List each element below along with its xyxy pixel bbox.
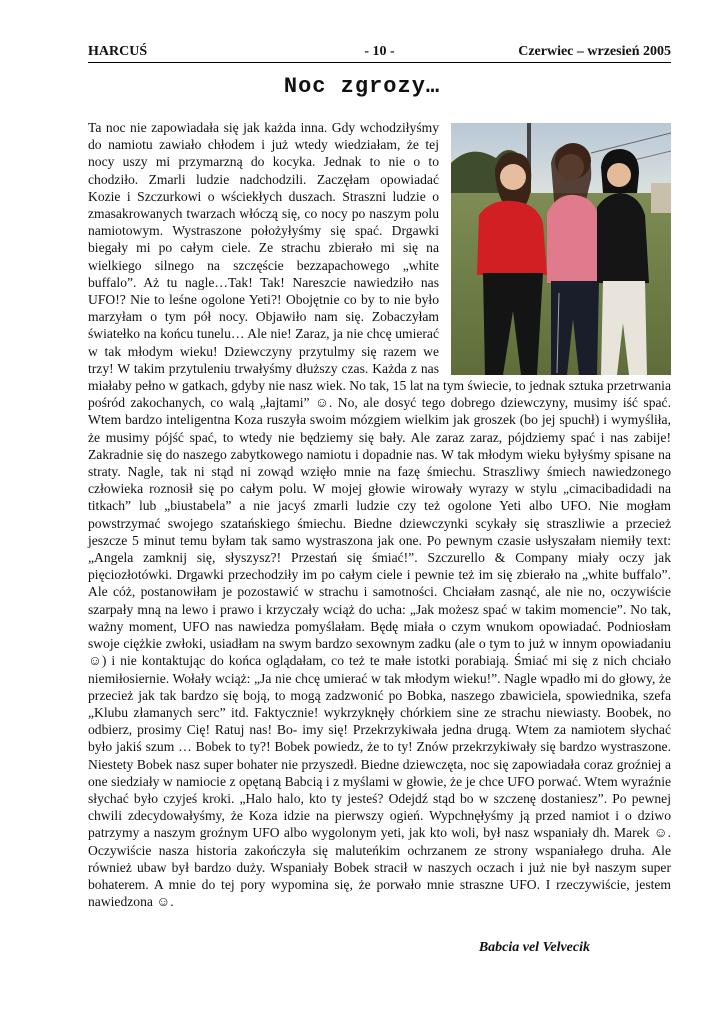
issue-date: Czerwiec – wrzesień 2005 [518,44,671,59]
author-signature: Babcia vel Velvecik [478,940,590,955]
magazine-name: HARCUŚ [88,44,148,59]
page-header [88,44,671,63]
article-body [88,119,671,910]
photo-illustration [451,123,671,375]
article-title: Noc zgrozy… [283,74,441,99]
three-girls-photo [451,123,671,375]
article-text: Ta noc nie zapowiadała się jak każda inna. Gdy wchodziłyśmy do namiotu zawiało chłodem i już wtedy wiedziałam, że tej nocy uszy mi przymarzną do kocyka. Jednak to nie o to chodziło. Zmarli ludzie nadchodzili. Zaczęłam opowiadać Kozie i Szczurkowi o wściekłych duszach. Straszni ludzie o zmasakrowanych twarzach włóczą się, co nocy po naszym polu namiotowym. Wystraszone położyłyśmy się spać. Drgawki biegały mi po całym ciele. Ze strachu zbierało mi się na wielkiego silnego na szczęście bezzapachowego „white buffalo”. Aż tu nagle…Tak! Tak! Nareszcie nawiedziło nas UFO!? Nie to leśne ogolone Yeti?! Obojętnie co by to nie było marzyłam o tym pół nocy. Objawiło nam się. Zobaczyłam światełko na końcu tunelu… Ale nie! Zaraz, ja nie chcę umierać w tak młodym wieku! Dziewczyny przytulmy się razem we trzy! W takim przytuleniu trwałyśmy dłuższy czas. Każda z nas miałaby pełno w gatkach, gdyby nie nasz wiek. No tak, 15 lat na tym świecie, to jednak sztuka przetrwania pośród zakochanych, co walą „łajtami” ☺. No, ale dosyć tego dobrego dziewczyny, musimy iść spać. Wtem bardzo inteligentna Koza ruszyła swoim mózgiem wielkim jak groszek (bo jej spuchł) i wymyśliła, że musimy pójść spać, to wtedy nie będziemy się bały. Ale zaraz zaraz, pójdziemy spać i nas zabije! Zakradnie się do naszego zabytkowego namiotu i dopadnie nas. W tak młodym wieku byłyśmy spisane na straty. Nagle, tak ni stąd ni zowąd wzięło mnie na fazę śmiechu. Straszliwy śmiech nawiedzonego człowieka roznosił się po całym polu. W mojej głowie wirowały wyrazy w stylu „cimacibadidadi na titkach” lub „biustabela” a nie jacyś zmarli ludzie czy też ogolone Yeti albo UFO. Nie mogłam powstrzymać swojego szatańskiego śmiechu. Biedne dziewczynki scykały się straszliwie a przecież jeszcze 5 minut temu byłam tak samo wystraszona jak one. Po pewnym czasie usłyszałam niemiły text: „Angela zamknij się, słyszysz?! Przestań się śmiać!”. Szczurello & Company miały oczy jak pięciozłotówki. Drgawki przechodziły im po całym ciele i pewnie też im się zbierało na „white buffalo”. Ale cóż, postanowiłam je pozostawić w strachu i samotności. Chciałam zasnąć, ale nie no, oczywiście szarpały mną na lewo i prawo i krzyczały wciąż do ucha: „Jak możesz spać w takim momencie”. No tak, ważny moment, UFO nas nawiedza pomyślałam. Będę miała o czym wnukom opowiadać. Podniosłam swoje ciężkie zwłoki, usiadłam na swym bardzo sexownym zadku (ale o tym to już w innym opowiadaniu ☺) i nie kontaktując do końca oglądałam, co też te małe istotki porabiają. Śmiać mi się z nich chciało niemiłosiernie. Wołały wciąż: „Ja nie chcę umierać w tak młodym wieku!”. Nagle wpadło mi do głowy, że przecież jak tak bardzo się boją, to mogą zadzwonić po Bobka, naszego zbawiciela, spowiednika, szefa „Klubu złamanych serc” itd. Faktycznie! wykrzyknęły chórkiem sine ze strachu niewiasty. Boobek, no odbierz, prosimy Cię! Ratuj nas! Bo- imy się! Przekrzykiwała jedna drugą. Wtem za namiotem słychać było jakiś szum … Bobek to ty?! Bobek powiedz, że to ty! Znów przekrzykiwały się bardzo wystraszone. Niestety Bobek nasz super bohater nie przyszedł. Biedne dziewczęta, noc się zapowiadała coraz groźniej a one siedziały w namiocie z opętaną Babcią i z myślami w głowie, że je chce UFO porwać. Wtem wyraźnie słychać było czyjeś kroki. „Halo halo, kto ty jesteś? Odejdź stąd bo w szczenę dostaniesz”. Po pewnej chwili zdecydowałyśmy, że Koza idzie na pierwszy ogień. Wypchnęłyśmy ją przed namiot i o dziwo patrzymy a naszym groźnym UFO albo wygolonym yeti, jak kto woli, był nasz wspaniały dh. Marek ☺. Oczywiście nasza historia zakończyła się maluteńkim ochrzanem ze strony wspaniałego druha. Ale również ubaw był bardzo duży. Wspaniały Bobek stracił w naszych oczach i już nie był naszym super bohaterem. A mnie do tej pory wypomina się, że porwało mnie straszne UFO. I rzeczywiście, jestem nawiedzona ☺. [88,120,671,910]
page-number: - 10 - [364,44,395,59]
